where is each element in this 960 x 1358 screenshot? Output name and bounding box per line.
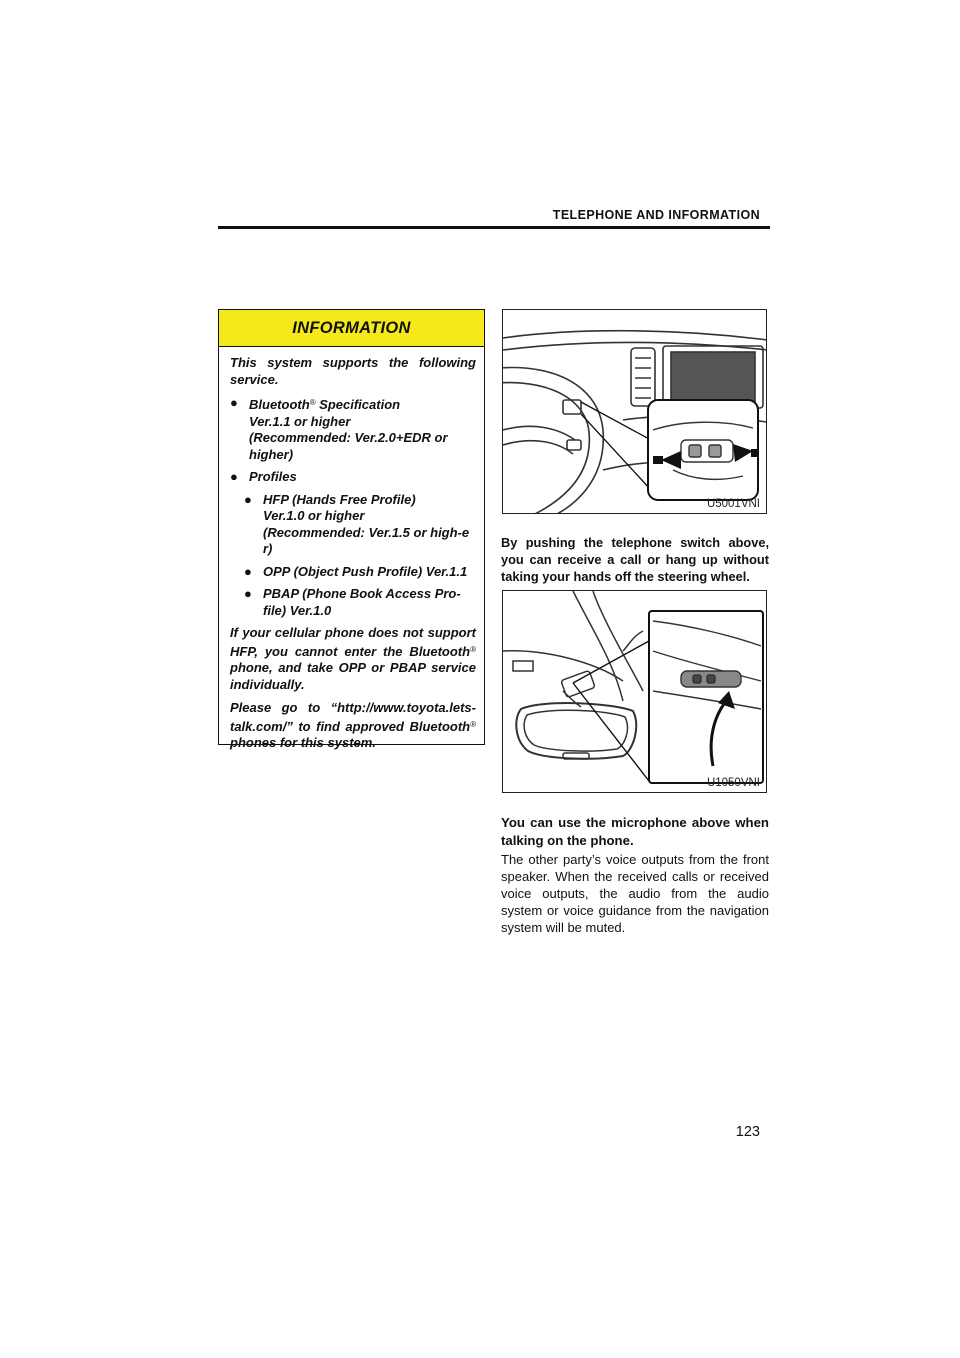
profile-hfp-line1: HFP (Hands Free Profile) bbox=[263, 491, 416, 507]
profile-pbap bbox=[230, 586, 476, 619]
profile-pbap-text: PBAP (Phone Book Access Pro-file) Ver.1.0 bbox=[263, 586, 461, 618]
profiles-label: Profiles bbox=[249, 469, 297, 484]
figure-code: U5001VNI bbox=[706, 498, 760, 510]
steering-wheel-drawing bbox=[503, 310, 767, 514]
info-note-hfp bbox=[230, 625, 476, 693]
header-rule bbox=[218, 226, 770, 229]
profile-opp bbox=[230, 564, 476, 581]
registered-mark: ® bbox=[309, 398, 316, 407]
microphone-illustration bbox=[502, 590, 767, 793]
bluetooth-spec-rest: Specification bbox=[315, 397, 401, 412]
registered-mark: ® bbox=[470, 719, 476, 729]
bluetooth-spec-line3: (Recommended: Ver.2.0+EDR or higher) bbox=[249, 430, 448, 462]
information-body bbox=[219, 347, 484, 752]
bullet-profiles bbox=[230, 469, 476, 486]
bullet-icon: ● bbox=[244, 563, 252, 579]
information-box bbox=[218, 309, 485, 750]
bullet-bluetooth-spec bbox=[230, 395, 476, 463]
info-intro: This system supports the following service. bbox=[230, 355, 476, 387]
caption-microphone: You can use the microphone above when talking on the phone. bbox=[501, 815, 769, 848]
bullet-icon: ● bbox=[244, 586, 252, 601]
body-paragraph: The other party’s voice outputs from the front speaker. When the received calls or received voice outputs, the audio from the audio system or voice guidance from the navigation system will be muted. bbox=[501, 852, 769, 935]
bluetooth-spec-line2: Ver.1.1 or higher bbox=[249, 413, 351, 429]
profile-hfp-line2: Ver.1.0 or higher bbox=[263, 508, 365, 523]
note-hfp-a: If your cellular phone does not support HFP, you cannot enter the Bluetooth bbox=[230, 625, 476, 659]
profile-hfp-line3: (Recommended: Ver.1.5 or high-er) bbox=[263, 524, 470, 556]
bluetooth-spec-line1 bbox=[249, 395, 476, 414]
registered-mark: ® bbox=[470, 644, 476, 654]
profile-hfp bbox=[230, 492, 476, 558]
figure-code: U1050VNI bbox=[706, 777, 760, 789]
info-note-website bbox=[230, 700, 476, 752]
mirror-microphone-drawing bbox=[503, 591, 767, 793]
section-header: TELEPHONE AND INFORMATION bbox=[552, 208, 760, 222]
profile-opp-text: OPP (Object Push Profile) Ver.1.1 bbox=[263, 563, 468, 579]
caption-telephone-switch: By pushing the telephone switch above, you can receive a call or hang up without taking your hands off the steering wheel. bbox=[501, 535, 769, 584]
page-number: 123 bbox=[735, 1124, 760, 1140]
note-website-b: phones for this system. bbox=[230, 735, 376, 750]
bullet-icon: ● bbox=[230, 395, 238, 410]
steering-switch-illustration bbox=[502, 309, 767, 514]
bluetooth-name: Bluetooth bbox=[249, 397, 310, 412]
bullet-icon: ● bbox=[230, 469, 238, 484]
bullet-icon: ● bbox=[244, 491, 252, 507]
information-heading: INFORMATION bbox=[219, 310, 484, 347]
note-hfp-b: phone, and take OPP or PBAP service individually. bbox=[230, 660, 476, 692]
note-website-a: Please go to “http://www.toyota.lets-talk.com/” to find approved Bluetooth bbox=[230, 700, 476, 734]
